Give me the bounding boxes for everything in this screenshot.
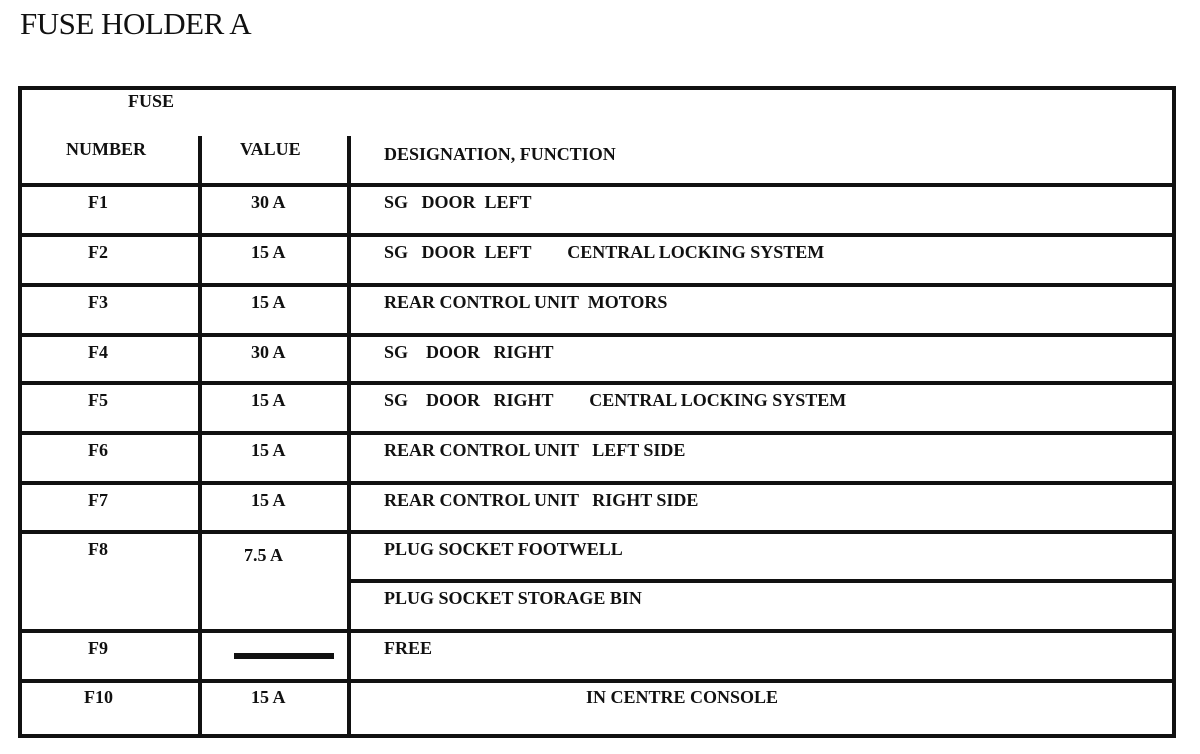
- fuse-designation: PLUG SOCKET FOOTWELL: [384, 539, 623, 559]
- column-divider: [347, 136, 351, 737]
- fuse-designation: FREE: [384, 638, 433, 658]
- header-number: NUMBER: [66, 139, 146, 159]
- fuse-value: 15 A: [251, 490, 286, 510]
- fuse-designation: SG DOOR LEFT CENTRAL LOCKING SYSTEM: [384, 242, 825, 262]
- row-divider: [20, 481, 1174, 485]
- row-divider: [20, 679, 1174, 683]
- fuse-number: F10: [84, 687, 113, 707]
- header-value: VALUE: [240, 139, 301, 159]
- fuse-number: F7: [88, 490, 108, 510]
- row-divider: [20, 333, 1174, 337]
- fuse-designation: SG DOOR LEFT: [384, 192, 532, 212]
- fuse-designation: IN CENTRE CONSOLE: [586, 687, 779, 707]
- fuse-number: F8: [88, 539, 108, 559]
- fuse-number: F2: [88, 242, 108, 262]
- fuse-designation: REAR CONTROL UNIT MOTORS: [384, 292, 668, 312]
- row-divider: [20, 183, 1174, 187]
- column-divider: [198, 136, 202, 737]
- fuse-number: F4: [88, 342, 108, 362]
- fuse-number: F9: [88, 638, 108, 658]
- fuse-designation: REAR CONTROL UNIT RIGHT SIDE: [384, 490, 699, 510]
- row-divider: [20, 283, 1174, 287]
- fuse-value: 15 A: [251, 242, 286, 262]
- fuse-number: F1: [88, 192, 108, 212]
- fuse-designation: SG DOOR RIGHT: [384, 342, 554, 362]
- fuse-value: 30 A: [251, 342, 286, 362]
- fuse-value: 15 A: [251, 292, 286, 312]
- row-divider: [349, 579, 1174, 583]
- fuse-designation: PLUG SOCKET STORAGE BIN: [384, 588, 642, 608]
- header-designation: DESIGNATION, FUNCTION: [384, 144, 616, 164]
- row-divider: [20, 629, 1174, 633]
- fuse-value: 15 A: [251, 687, 286, 707]
- row-divider: [20, 530, 1174, 534]
- empty-value-dash: [234, 653, 334, 659]
- fuse-number: F3: [88, 292, 108, 312]
- row-divider: [20, 381, 1174, 385]
- header-fuse: FUSE: [128, 91, 175, 111]
- fuse-value: 15 A: [251, 390, 286, 410]
- fuse-number: F5: [88, 390, 108, 410]
- fuse-value: 30 A: [251, 192, 286, 212]
- row-divider: [20, 233, 1174, 237]
- row-divider: [20, 431, 1174, 435]
- fuse-number: F6: [88, 440, 108, 460]
- fuse-value: 15 A: [251, 440, 286, 460]
- page-title: FUSE HOLDER A: [20, 6, 252, 41]
- fuse-value: 7.5 A: [244, 545, 284, 565]
- fuse-designation: SG DOOR RIGHT CENTRAL LOCKING SYSTEM: [384, 390, 847, 410]
- fuse-designation: REAR CONTROL UNIT LEFT SIDE: [384, 440, 686, 460]
